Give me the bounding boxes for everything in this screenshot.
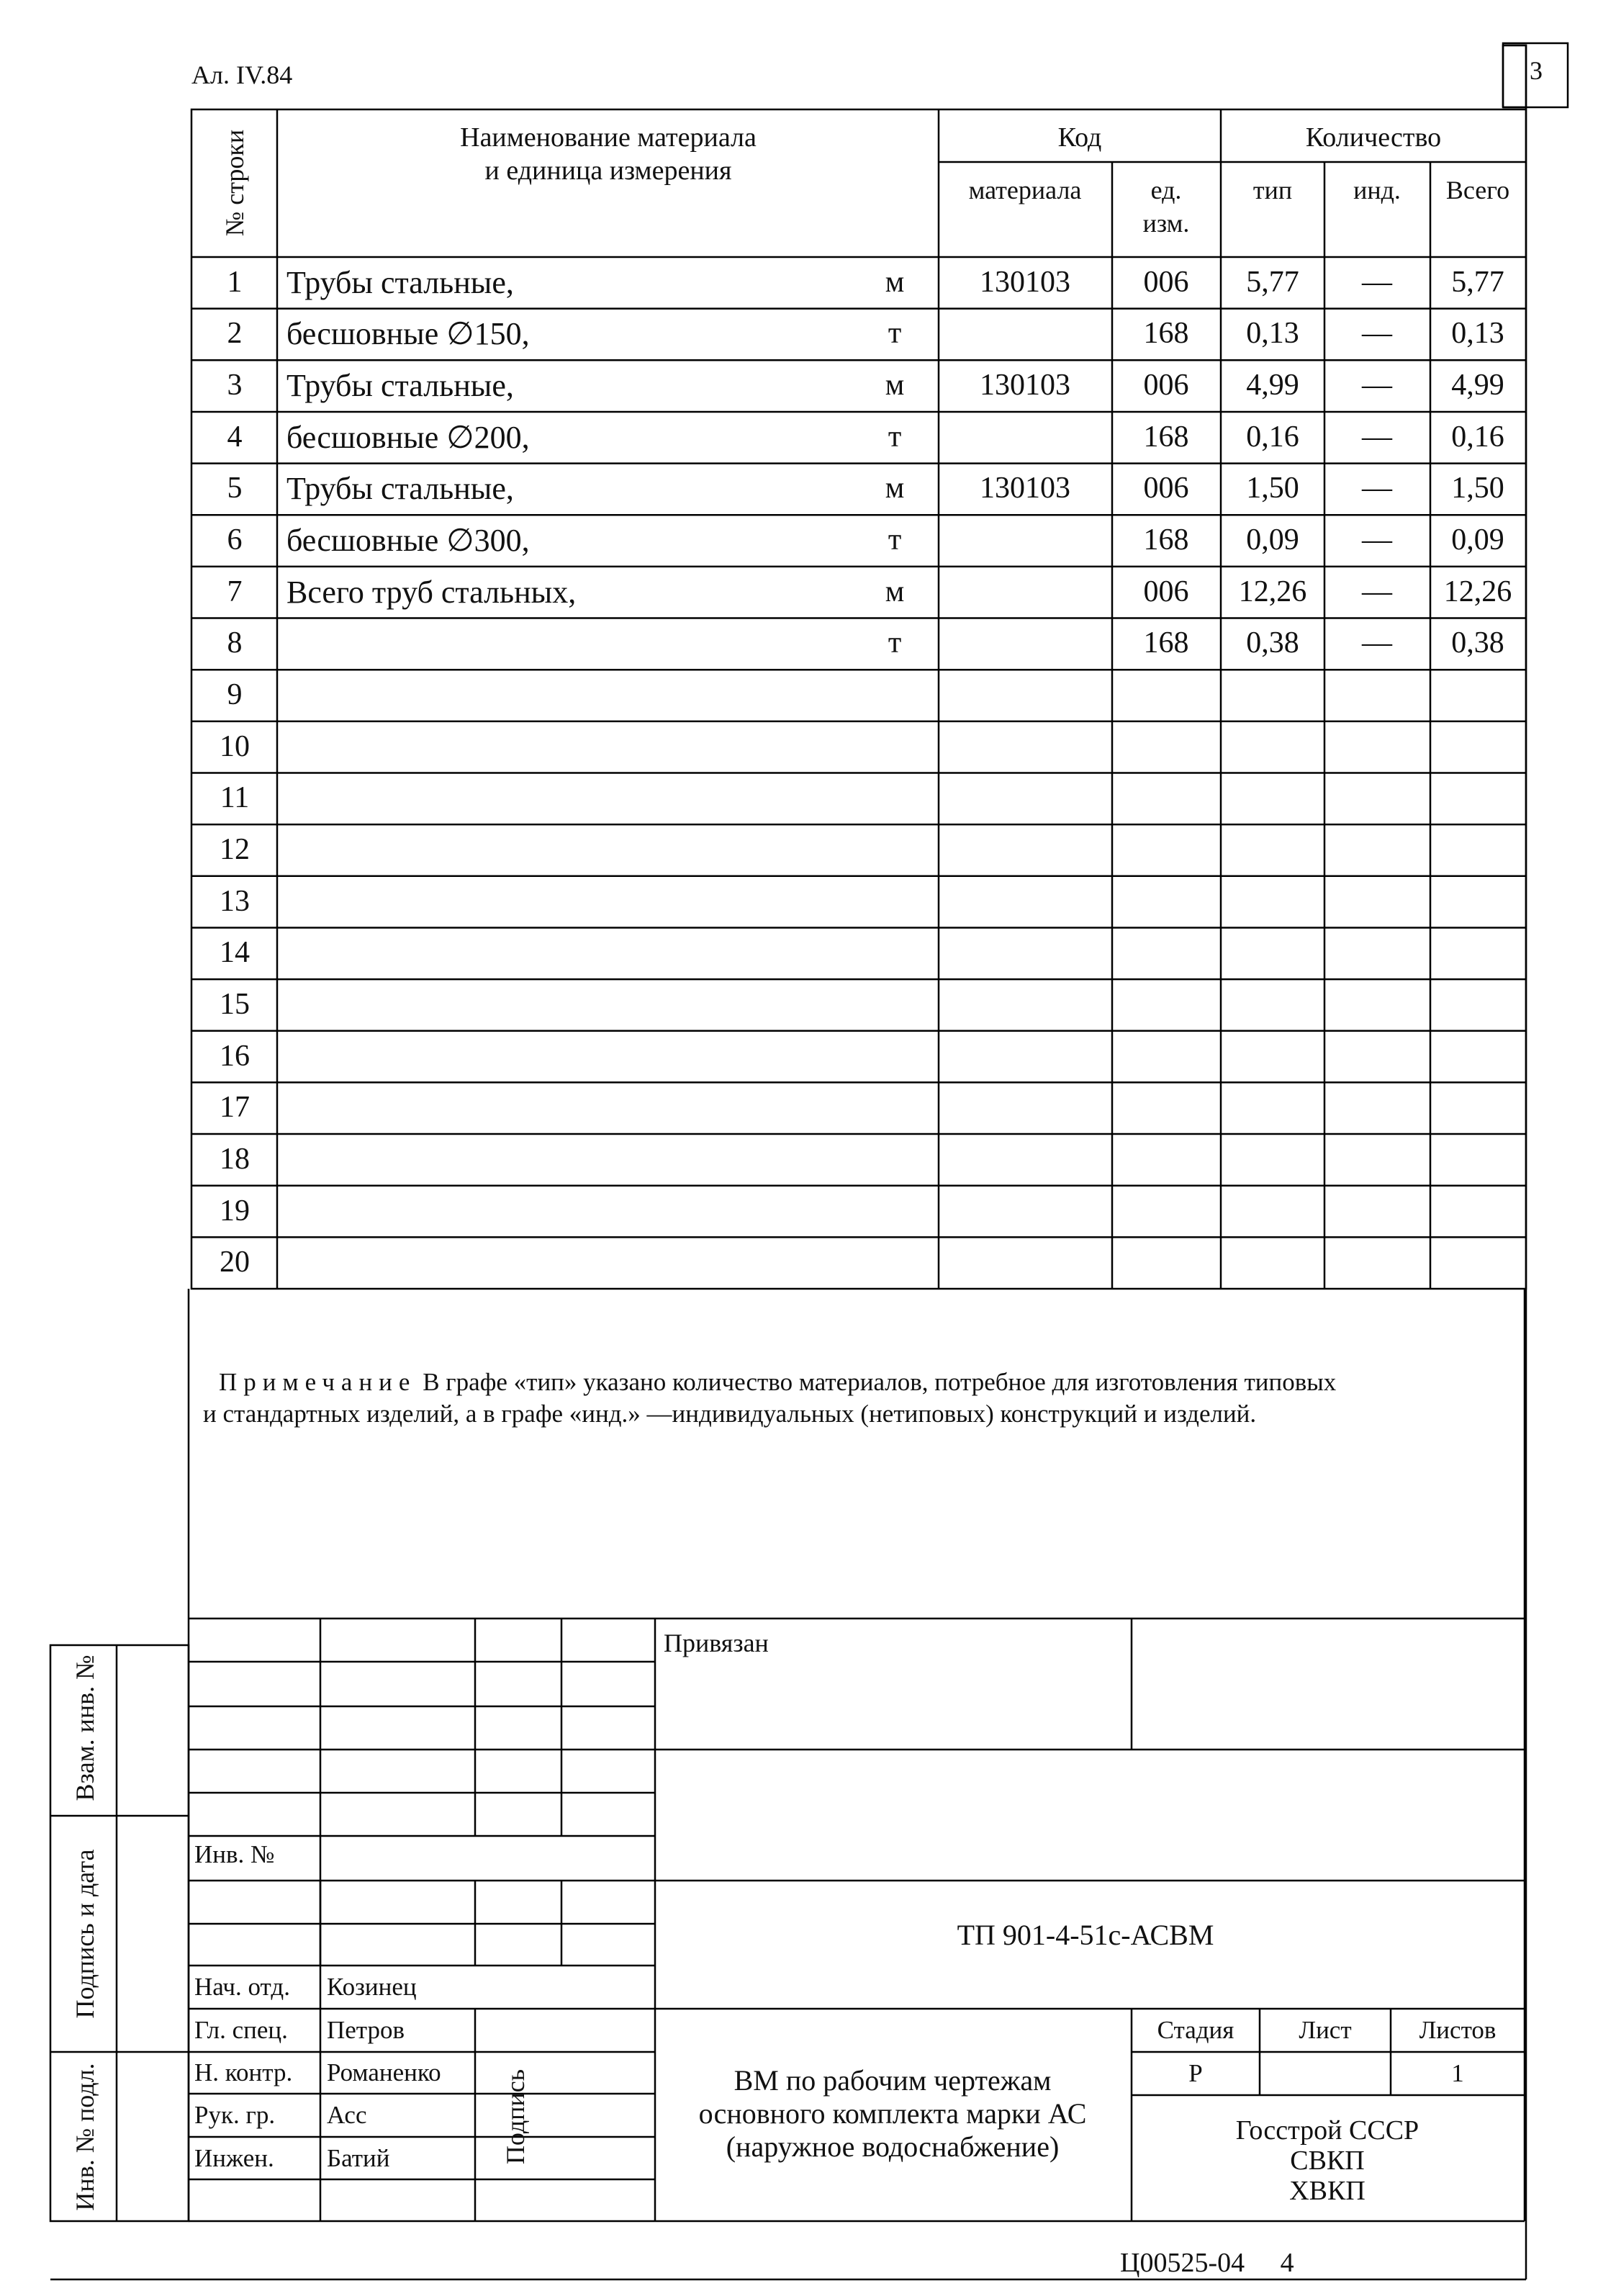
row-number: 1 xyxy=(227,265,243,299)
row-qty-ind: — xyxy=(1362,265,1392,299)
col-row-number-header: № строки xyxy=(220,129,249,237)
stage-label: Стадия xyxy=(1157,2016,1234,2044)
org-line2: СВКП xyxy=(1290,2146,1365,2176)
col-qty-ind-header: инд. xyxy=(1353,176,1401,204)
signature-name: Романенко xyxy=(327,2058,441,2086)
col-name-header-line2: и единица измерения xyxy=(484,156,732,186)
col-qty-type-header: тип xyxy=(1252,176,1293,204)
signature-role: Н. контр. xyxy=(194,2058,293,2086)
sheets-label: Листов xyxy=(1419,2016,1497,2044)
document-code: ТП 901-4-51с-АСВМ xyxy=(957,1919,1214,1951)
signature-role: Рук. гр. xyxy=(194,2101,276,2129)
row-unit-code: 006 xyxy=(1143,265,1189,299)
privyazan-label: Привязан xyxy=(664,1629,769,1657)
org-line3: ХВКП xyxy=(1289,2176,1365,2206)
row-qty-ind: — xyxy=(1362,575,1392,608)
row-unit: м xyxy=(885,369,905,402)
row-unit: м xyxy=(885,575,905,608)
row-number: 16 xyxy=(220,1039,250,1073)
side-stamp-inv-podl: Инв. № подл. xyxy=(71,2063,99,2211)
row-number: 6 xyxy=(227,523,243,557)
row-qty-ind: — xyxy=(1362,369,1392,402)
col-code-material-header: материала xyxy=(968,176,1082,204)
row-material-name: бесшовные ∅300, xyxy=(286,523,530,559)
footer-number: 4 xyxy=(1280,2248,1294,2278)
row-number: 8 xyxy=(227,626,243,660)
row-number: 4 xyxy=(227,420,243,454)
row-unit: м xyxy=(885,265,905,299)
row-number: 5 xyxy=(227,472,243,505)
row-number: 11 xyxy=(220,781,250,815)
description-line2: основного комплекта марки АС xyxy=(698,2097,1087,2130)
col-qty-header: Количество xyxy=(1305,122,1442,153)
row-number: 15 xyxy=(220,987,250,1021)
row-unit-code: 168 xyxy=(1143,523,1189,557)
row-unit-code: 006 xyxy=(1143,575,1189,608)
row-number: 9 xyxy=(227,678,243,712)
signature-column-label: Подпись xyxy=(501,2068,530,2165)
org-line1: Госстрой СССР xyxy=(1235,2115,1419,2146)
side-stamp-podpis-data: Подпись и дата xyxy=(71,1849,99,2019)
row-material-name: Трубы стальные, xyxy=(286,264,514,300)
note-text-line1 xyxy=(219,1369,1336,1395)
row-qty-type: 0,16 xyxy=(1246,420,1299,454)
row-number: 13 xyxy=(220,884,250,918)
row-qty-type: 0,38 xyxy=(1246,626,1299,660)
signature-role: Инжен. xyxy=(194,2143,274,2172)
col-code-unit-header-line2: изм. xyxy=(1142,209,1190,238)
col-qty-total-header: Всего xyxy=(1445,176,1510,204)
description-line1: ВМ по рабочим чертежам xyxy=(733,2064,1052,2097)
col-code-header: Код xyxy=(1057,122,1102,153)
row-qty-total: 0,13 xyxy=(1451,317,1504,351)
inv-no-label: Инв. № xyxy=(194,1840,275,1868)
row-qty-ind: — xyxy=(1362,472,1392,505)
row-qty-ind: — xyxy=(1362,626,1392,660)
row-unit-code: 168 xyxy=(1143,317,1189,351)
row-qty-total: 1,50 xyxy=(1451,472,1504,505)
row-number: 7 xyxy=(227,575,243,608)
row-material-code: 130103 xyxy=(980,265,1070,299)
row-unit: т xyxy=(888,626,902,660)
row-material-name: бесшовные ∅200, xyxy=(286,419,530,455)
stage-value: Р xyxy=(1188,2059,1203,2087)
row-qty-type: 1,50 xyxy=(1246,472,1299,505)
description-line3: (наружное водоснабжение) xyxy=(726,2130,1060,2163)
note-label: Примечание xyxy=(219,1368,417,1396)
row-unit-code: 006 xyxy=(1143,472,1189,505)
signature-role: Нач. отд. xyxy=(194,1973,290,2001)
row-number: 10 xyxy=(220,729,250,763)
row-unit: т xyxy=(888,420,902,454)
row-number: 2 xyxy=(227,317,243,351)
row-qty-total: 12,26 xyxy=(1443,575,1512,608)
row-qty-total: 0,38 xyxy=(1451,626,1504,660)
col-code-unit-header-line1: ед. xyxy=(1150,176,1182,204)
signature-name: Батий xyxy=(327,2143,390,2172)
row-material-name: Всего труб стальных, xyxy=(286,574,577,610)
side-stamp-vzam-inv: Взам. инв. № xyxy=(71,1655,99,1801)
row-qty-total: 0,09 xyxy=(1451,523,1504,557)
row-qty-type: 0,13 xyxy=(1246,317,1299,351)
row-qty-total: 5,77 xyxy=(1451,265,1504,299)
row-number: 18 xyxy=(220,1142,250,1176)
signature-name: Козинец xyxy=(327,1973,417,2001)
signature-role: Гл. спец. xyxy=(194,2016,288,2044)
col-name-header-line1: Наименование материала xyxy=(460,122,757,153)
row-unit-code: 006 xyxy=(1143,369,1189,402)
row-qty-ind: — xyxy=(1362,420,1392,454)
row-number: 19 xyxy=(220,1194,250,1228)
row-material-name: Трубы стальные, xyxy=(286,471,514,507)
album-label: Ал. IV.84 xyxy=(191,60,293,89)
row-qty-total: 4,99 xyxy=(1451,369,1504,402)
note-text-line2: и стандартных изделий, а в графе «инд.» —индивидуальных (нетиповых) конструкций и изделий. xyxy=(203,1400,1257,1428)
row-qty-ind: — xyxy=(1362,317,1392,351)
row-material-name: Трубы стальные, xyxy=(286,368,514,404)
row-qty-type: 4,99 xyxy=(1246,369,1299,402)
row-number: 3 xyxy=(227,369,243,402)
row-qty-type: 12,26 xyxy=(1238,575,1307,608)
row-number: 17 xyxy=(220,1091,250,1125)
footer-code-text: Ц00525-04 xyxy=(1120,2248,1245,2278)
row-unit-code: 168 xyxy=(1143,626,1189,660)
page-number: 3 xyxy=(1530,56,1543,85)
row-number: 12 xyxy=(220,832,250,866)
row-material-name: бесшовные ∅150, xyxy=(286,316,530,352)
row-qty-total: 0,16 xyxy=(1451,420,1504,454)
row-number: 20 xyxy=(220,1246,250,1279)
footer-code xyxy=(1120,2249,1294,2277)
signature-name: Петров xyxy=(327,2016,405,2044)
sheets-value: 1 xyxy=(1451,2059,1464,2087)
row-unit: м xyxy=(885,472,905,505)
row-unit-code: 168 xyxy=(1143,420,1189,454)
row-qty-type: 0,09 xyxy=(1246,523,1299,557)
row-qty-type: 5,77 xyxy=(1246,265,1299,299)
note-text-1: В графе «тип» указано количество материалов, потребное для изготовления типовых xyxy=(423,1368,1337,1396)
row-unit: т xyxy=(888,317,902,351)
row-material-code: 130103 xyxy=(980,472,1070,505)
sheet-label: Лист xyxy=(1299,2016,1352,2044)
row-number: 14 xyxy=(220,936,250,970)
row-unit: т xyxy=(888,523,902,557)
row-qty-ind: — xyxy=(1362,523,1392,557)
row-material-code: 130103 xyxy=(980,369,1070,402)
signature-name: Асс xyxy=(327,2101,367,2129)
